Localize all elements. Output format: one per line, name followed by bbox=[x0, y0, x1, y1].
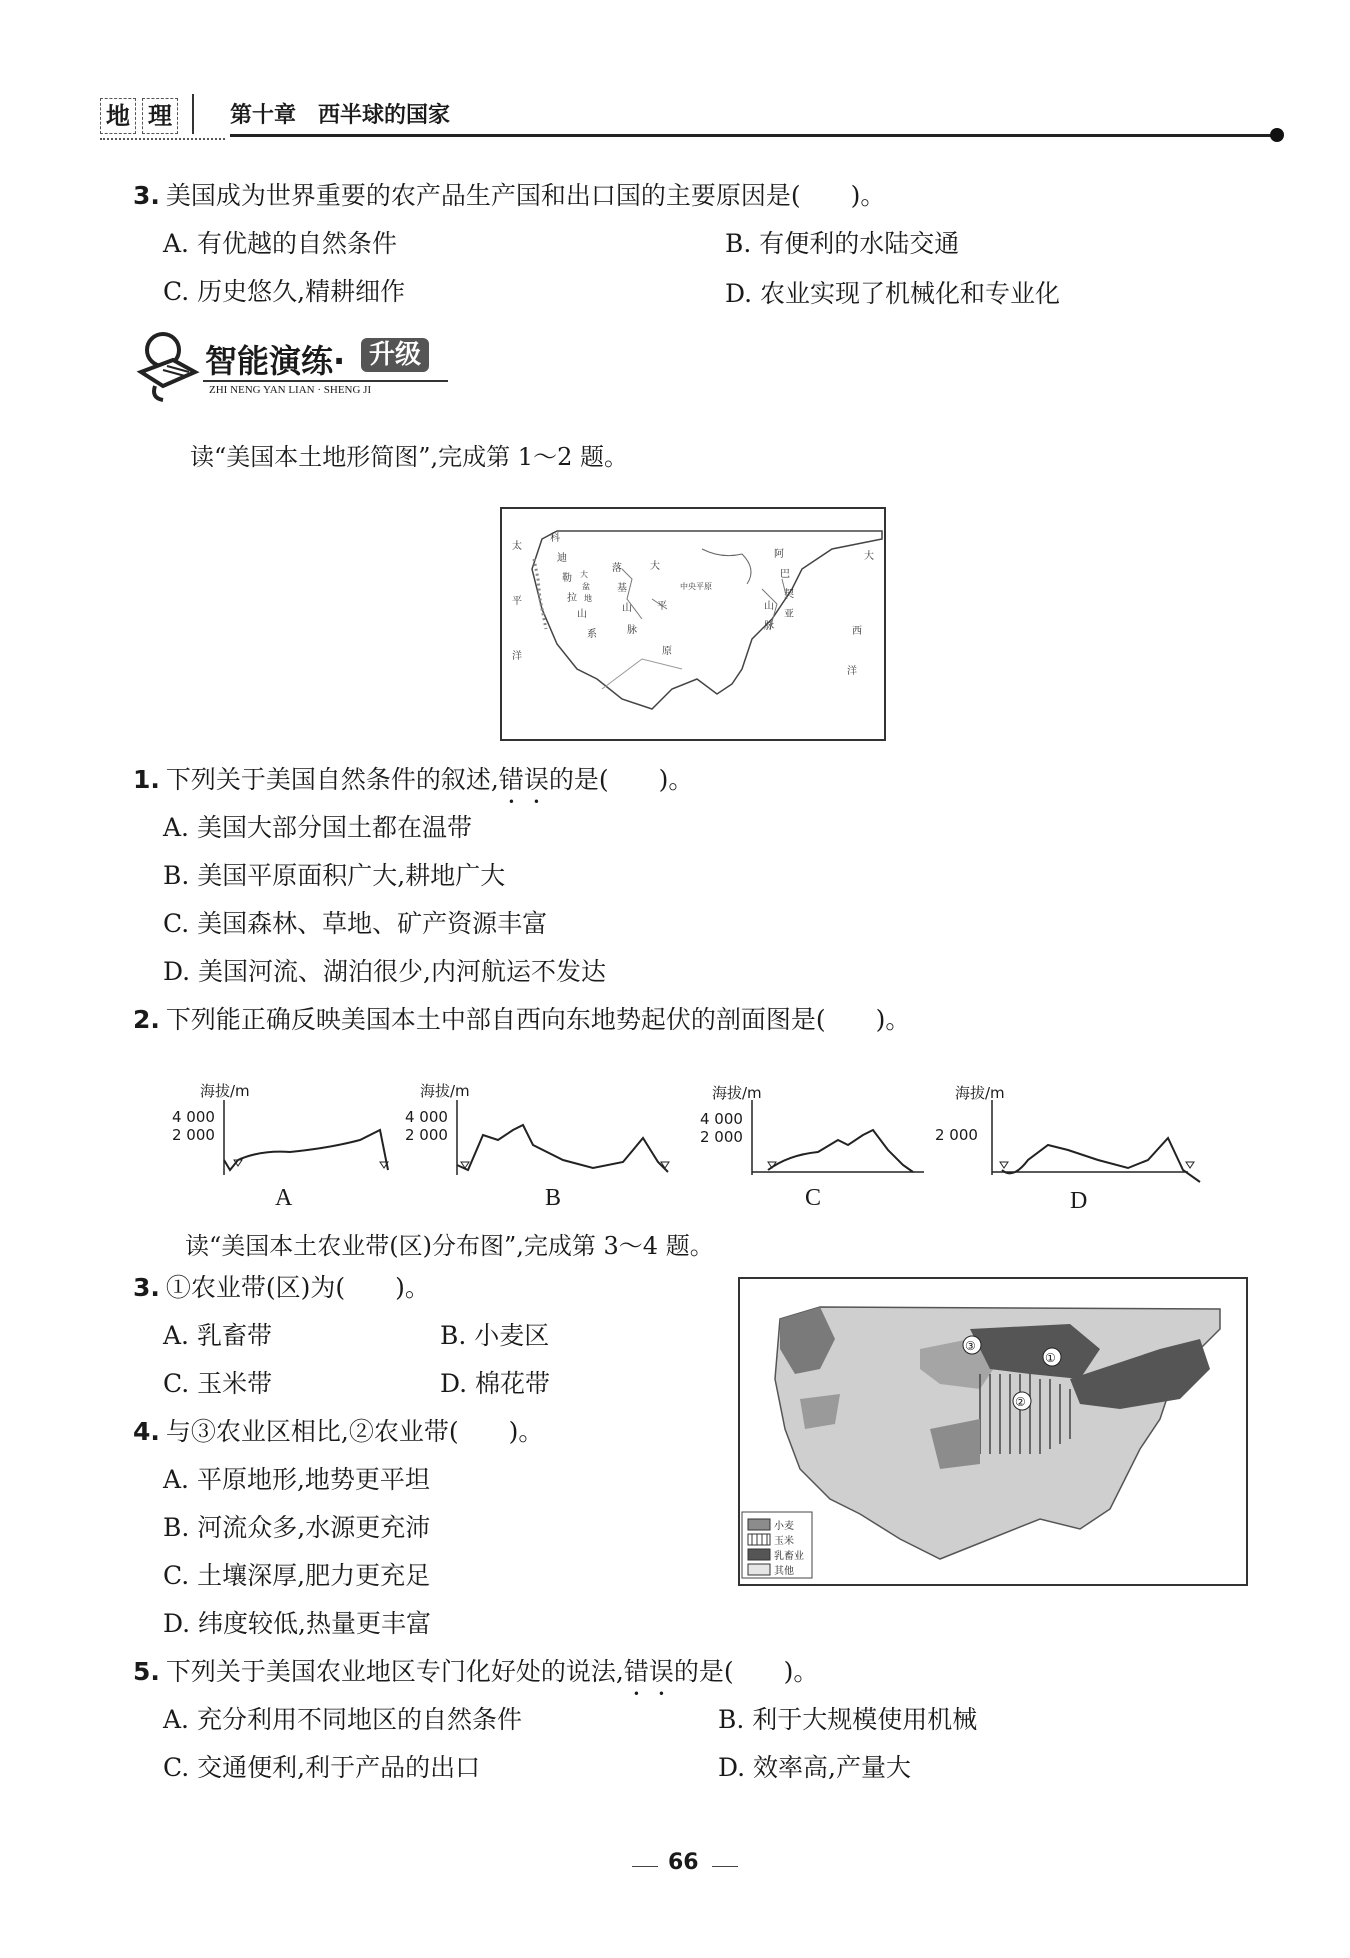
map-label: 盆 bbox=[582, 582, 590, 591]
question-text: 下列关于美国农业地区专门化好处的说法, bbox=[165, 1657, 624, 1686]
legend-label: 小麦 bbox=[774, 1521, 794, 1532]
map-marker: ③ bbox=[965, 1339, 976, 1353]
map-label: 原 bbox=[662, 646, 672, 657]
profile-letter: A bbox=[275, 1185, 293, 1211]
intro-map-1: 读“美国本土地形简图”,完成第 1～2 题。 bbox=[190, 443, 628, 471]
map-label: 太 bbox=[512, 541, 522, 552]
map-label: 落 bbox=[612, 563, 622, 574]
page-number: 66 bbox=[668, 1850, 699, 1875]
intro-map-2: 读“美国本土农业带(区)分布图”,完成第 3～4 题。 bbox=[185, 1232, 714, 1260]
q5-option-a: A. 充分利用不同地区的自然条件 bbox=[163, 1705, 522, 1734]
header-divider bbox=[192, 94, 194, 134]
profile-letter: B bbox=[545, 1185, 562, 1211]
q1-option-b: B. 美国平原面积广大,耕地广大 bbox=[163, 861, 506, 890]
question-text: 下列关于美国自然条件的叙述, bbox=[165, 765, 499, 794]
subject-char-2: 理 bbox=[142, 98, 178, 134]
profile-tick: 4 000 bbox=[172, 1108, 215, 1126]
question-number: 4. bbox=[133, 1417, 160, 1446]
top-q3-option-c: C. 历史悠久,精耕细作 bbox=[163, 277, 406, 306]
question-text: 的是( )。 bbox=[548, 765, 694, 794]
profile-tick: 2 000 bbox=[405, 1126, 448, 1144]
section-banner bbox=[133, 332, 463, 404]
map-marker: ① bbox=[1045, 1351, 1056, 1365]
question-1 bbox=[133, 764, 693, 797]
reading-person-icon bbox=[133, 332, 203, 404]
q3-option-d: D. 棉花带 bbox=[440, 1369, 551, 1398]
map-label: 迪 bbox=[557, 553, 567, 564]
map-label: 巴 bbox=[780, 569, 790, 580]
profile-tick: 4 000 bbox=[405, 1108, 448, 1126]
q4-option-d: D. 纬度较低,热量更丰富 bbox=[163, 1609, 431, 1638]
map-label: 大 bbox=[864, 551, 874, 562]
header-dotted-rule bbox=[100, 138, 225, 140]
legend-label: 玉米 bbox=[774, 1536, 794, 1547]
emphasis-char: 错 bbox=[623, 1657, 649, 1686]
top-q3-option-a: A. 有优越的自然条件 bbox=[163, 229, 397, 258]
map-label: 平 bbox=[657, 601, 667, 612]
q5-option-c: C. 交通便利,利于产品的出口 bbox=[163, 1753, 481, 1782]
us-agriculture-map bbox=[738, 1277, 1248, 1586]
profile-a-curve bbox=[220, 1100, 400, 1180]
us-terrain-map bbox=[500, 507, 886, 741]
chapter-title: 第十章 西半球的国家 bbox=[230, 102, 451, 128]
q4-option-a: A. 平原地形,地势更平坦 bbox=[163, 1465, 430, 1494]
profile-d-curve bbox=[988, 1100, 1208, 1190]
profile-tick: 4 000 bbox=[700, 1110, 743, 1128]
q5-option-b: B. 利于大规模使用机械 bbox=[718, 1705, 978, 1734]
profile-b-curve bbox=[453, 1100, 683, 1180]
map-label: 平 bbox=[512, 596, 522, 607]
map-label: 西 bbox=[852, 626, 862, 637]
page-number-line-left bbox=[632, 1866, 658, 1867]
map-label: 洋 bbox=[512, 651, 522, 662]
profile-tick: 2 000 bbox=[700, 1128, 743, 1146]
emphasis-char: 误 bbox=[648, 1657, 674, 1686]
map-label: 脉 bbox=[764, 621, 774, 632]
question-5 bbox=[133, 1656, 818, 1689]
map-label: 中央平原 bbox=[680, 582, 712, 591]
legend-label: 其他 bbox=[774, 1566, 794, 1577]
q4-option-b: B. 河流众多,水源更充沛 bbox=[163, 1513, 431, 1542]
profile-b bbox=[405, 1080, 685, 1210]
q3-option-c: C. 玉米带 bbox=[163, 1369, 273, 1398]
profile-c-curve bbox=[748, 1100, 928, 1180]
map-label: 地 bbox=[584, 594, 592, 603]
top-q3-option-b: B. 有便利的水陆交通 bbox=[725, 229, 960, 258]
profile-tick: 2 000 bbox=[172, 1126, 215, 1144]
section-badge: 升级 bbox=[361, 338, 429, 372]
header bbox=[100, 92, 1285, 140]
profile-ylabel: 海拔/m bbox=[200, 1082, 250, 1100]
q3-option-b: B. 小麦区 bbox=[440, 1321, 550, 1350]
question-4 bbox=[133, 1416, 543, 1449]
map-label: 系 bbox=[587, 629, 597, 640]
emphasis-char: 错 bbox=[498, 765, 524, 794]
section-title: 智能演练· bbox=[205, 342, 346, 380]
emphasis-char: 误 bbox=[523, 765, 549, 794]
map-label: 科 bbox=[550, 533, 560, 544]
map-label: 基 bbox=[617, 583, 627, 594]
map-label: 山 bbox=[764, 601, 774, 612]
section-underline bbox=[203, 380, 448, 382]
map-label: 契 bbox=[784, 589, 794, 600]
us-agriculture-map-svg bbox=[740, 1279, 1246, 1584]
question-text: 与③农业区相比,②农业带( )。 bbox=[165, 1417, 544, 1446]
question-2 bbox=[133, 1004, 910, 1037]
question-number: 2. bbox=[133, 1005, 160, 1034]
question-number: 3. bbox=[133, 1273, 160, 1302]
map-label: 洋 bbox=[847, 666, 857, 677]
map-label: 山 bbox=[577, 609, 587, 620]
page-number-line-right bbox=[712, 1866, 738, 1867]
question-number: 5. bbox=[133, 1657, 160, 1686]
map-label: 大 bbox=[650, 561, 660, 572]
question-text: 下列能正确反映美国本土中部自西向东地势起伏的剖面图是( )。 bbox=[165, 1005, 911, 1034]
map-marker: ② bbox=[1015, 1395, 1026, 1409]
header-rule bbox=[230, 134, 1275, 137]
q3-option-a: A. 乳畜带 bbox=[163, 1321, 272, 1350]
us-terrain-map-svg bbox=[502, 509, 884, 739]
header-dot bbox=[1270, 128, 1284, 142]
subject-char-1: 地 bbox=[100, 98, 136, 134]
question-text: ①农业带(区)为( )。 bbox=[165, 1273, 430, 1302]
profile-c bbox=[700, 1080, 930, 1210]
profile-tick: 2 000 bbox=[935, 1126, 978, 1144]
top-q3-option-d: D. 农业实现了机械化和专业化 bbox=[725, 279, 1061, 308]
q4-option-c: C. 土壤深厚,肥力更充足 bbox=[163, 1561, 431, 1590]
legend-label: 乳畜业 bbox=[774, 1551, 804, 1562]
section-pinyin: ZHI NENG YAN LIAN · SHENG JI bbox=[209, 384, 372, 396]
profile-ylabel: 海拔/m bbox=[712, 1084, 762, 1102]
profile-letter: D bbox=[1070, 1188, 1088, 1214]
profile-a bbox=[170, 1080, 400, 1210]
q1-option-c: C. 美国森林、草地、矿产资源丰富 bbox=[163, 909, 548, 938]
map-label: 勒 bbox=[562, 573, 572, 584]
q1-option-a: A. 美国大部分国土都在温带 bbox=[163, 813, 472, 842]
question-number: 3. bbox=[133, 181, 160, 210]
map-label: 拉 bbox=[567, 593, 577, 604]
map-label: 脉 bbox=[627, 625, 637, 636]
q1-option-d: D. 美国河流、湖泊很少,内河航运不发达 bbox=[163, 957, 606, 986]
map-label: 亚 bbox=[784, 609, 794, 620]
question-number: 1. bbox=[133, 765, 160, 794]
map-label: 阿 bbox=[774, 549, 784, 560]
map-label: 山 bbox=[622, 603, 632, 614]
question-3 bbox=[133, 1272, 430, 1305]
profile-ylabel: 海拔/m bbox=[420, 1082, 470, 1100]
question-text: 美国成为世界重要的农产品生产国和出口国的主要原因是( )。 bbox=[165, 181, 886, 210]
map-label: 大 bbox=[580, 570, 588, 579]
question-text: 的是( )。 bbox=[673, 1657, 819, 1686]
profile-d bbox=[930, 1080, 1210, 1214]
q5-option-d: D. 效率高,产量大 bbox=[718, 1753, 911, 1782]
profile-letter: C bbox=[805, 1185, 822, 1211]
top-question-3 bbox=[133, 180, 885, 213]
profile-ylabel: 海拔/m bbox=[955, 1084, 1005, 1102]
